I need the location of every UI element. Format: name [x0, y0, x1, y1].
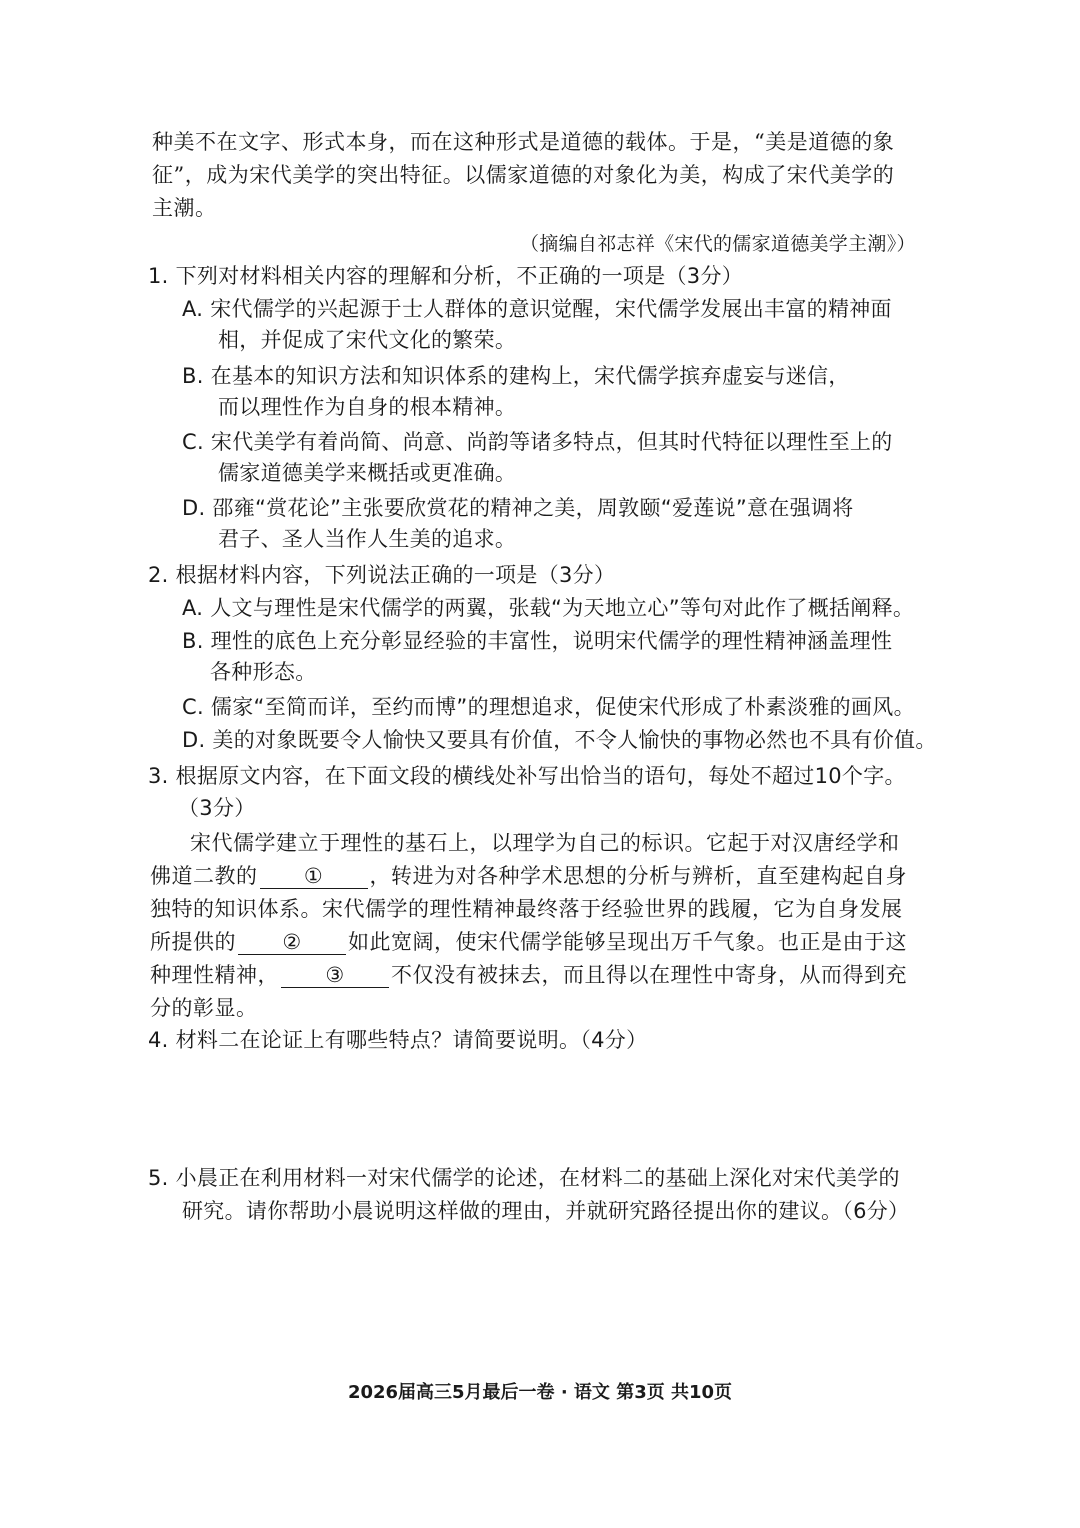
q3-blank-1: ①	[260, 864, 368, 889]
q3-passage-text: 不仅没有被抹去，而且得以在理性中寄身，从而得到充	[391, 963, 907, 987]
q1-option-d-cont: 君子、圣人当作人生美的追求。	[218, 527, 517, 551]
q3-stem-score: （3分）	[178, 796, 256, 820]
page-footer: 2026届高三5月最后一卷 · 语文 第3页 共10页	[347, 1382, 733, 1403]
q1-option-a: A. 宋代儒学的兴起源于士人群体的意识觉醒，宋代儒学发展出丰富的精神面	[182, 297, 892, 321]
q2-stem: 2. 根据材料内容，下列说法正确的一项是（3分）	[148, 563, 616, 587]
q3-blank-2: ②	[238, 930, 346, 955]
q2-option-b: B. 理性的底色上充分彰显经验的丰富性，说明宋代儒学的理性精神涵盖理性	[182, 629, 893, 653]
q3-passage-line-5	[150, 960, 907, 990]
q3-blank-3: ③	[281, 963, 389, 988]
q3-passage-line-4	[150, 927, 907, 957]
q2-option-c: C. 儒家“至简而详，至约而博”的理想追求，促使宋代形成了朴素淡雅的画风。	[182, 695, 915, 719]
q3-passage-text: 如此宽阔，使宋代儒学能够呈现出万千气象。也正是由于这	[348, 930, 907, 954]
q3-stem: 3. 根据原文内容，在下面文段的横线处补写出恰当的语句，每处不超过10个字。	[148, 764, 906, 788]
q4-stem: 4. 材料二在论证上有哪些特点？请简要说明。（4分）	[148, 1028, 648, 1052]
q1-option-d: D. 邵雍“赏花论”主张要欣赏花的精神之美，周敦颐“爱莲说”意在强调将	[182, 496, 854, 520]
q1-option-c: C. 宋代美学有着尚简、尚意、尚韵等诸多特点，但其时代特征以理性至上的	[182, 430, 893, 454]
q2-option-a: A. 人文与理性是宋代儒学的两翼，张载“为天地立心”等句对此作了概括阐释。	[182, 596, 915, 620]
q2-option-b-cont: 各种形态。	[210, 660, 317, 684]
q1-option-b-cont: 而以理性作为自身的根本精神。	[218, 395, 517, 419]
q5-stem-cont: 研究。请你帮助小晨说明这样做的理由，并就研究路径提出你的建议。（6分）	[182, 1199, 910, 1223]
q3-passage-line-1: 宋代儒学建立于理性的基石上，以理学为自己的标识。它起于对汉唐经学和	[190, 831, 900, 855]
q3-passage-text: 种理性精神，	[150, 963, 279, 987]
q1-option-a-cont: 相，并促成了宋代文化的繁荣。	[218, 328, 517, 352]
source-citation: （摘编自祁志祥《宋代的儒家道德美学主潮》）	[520, 233, 916, 255]
intro-line-1: 种美不在文字、形式本身，而在这种形式是道德的载体。于是，“美是道德的象	[152, 130, 895, 154]
q3-passage-text: 佛道二教的	[150, 864, 258, 888]
q3-passage-line-2	[150, 861, 907, 891]
intro-line-3: 主潮。	[152, 196, 217, 220]
q3-passage-text: ，转进为对各种学术思想的分析与辨析，直至建构起自身	[369, 864, 907, 888]
q3-passage-text: 所提供的	[150, 930, 236, 954]
q2-option-d: D. 美的对象既要令人愉快又要具有价值，不令人愉快的事物必然也不具有价值。	[182, 728, 937, 752]
q3-passage-line-3: 独特的知识体系。宋代儒学的理性精神最终落于经验世界的践履，它为自身发展	[150, 897, 903, 921]
q1-option-c-cont: 儒家道德美学来概括或更准确。	[218, 461, 517, 485]
q3-passage-line-6: 分的彰显。	[150, 996, 258, 1020]
intro-line-2: 征”，成为宋代美学的突出特征。以儒家道德的对象化为美，构成了宋代美学的	[152, 163, 895, 187]
q1-stem: 1. 下列对材料相关内容的理解和分析，不正确的一项是（3分）	[148, 264, 744, 288]
q1-option-b: B. 在基本的知识方法和知识体系的建构上，宋代儒学摈弃虚妄与迷信，	[182, 364, 850, 388]
q5-stem: 5. 小晨正在利用材料一对宋代儒学的论述，在材料二的基础上深化对宋代美学的	[148, 1166, 900, 1190]
